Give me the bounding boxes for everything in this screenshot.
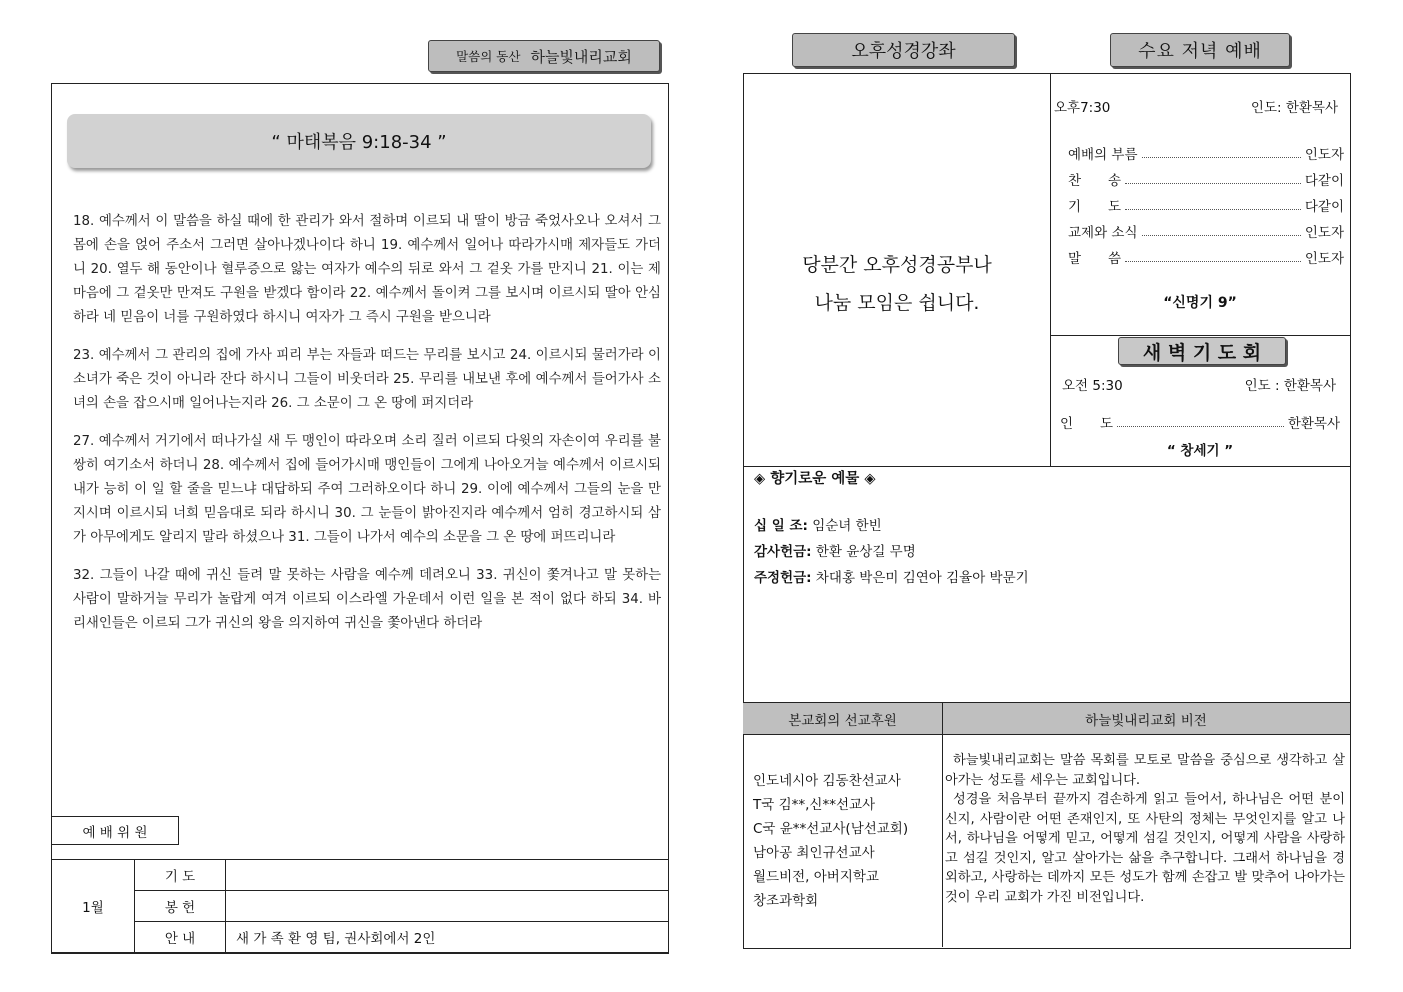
schedule-role: 기 도 xyxy=(135,860,226,891)
afternoon-class-tag xyxy=(792,33,1015,67)
offering-names: 임순녀 한빈 xyxy=(812,518,882,534)
passage-title: “ 마태복음 9:18-34 ” xyxy=(271,132,447,153)
order-who: 인도자 xyxy=(1304,225,1344,241)
mission-item: C국 윤**선교사(남선교회) xyxy=(753,821,909,837)
order-row xyxy=(1068,192,1344,218)
order-item: 예배의 부름 xyxy=(1068,147,1138,163)
scripture-passage xyxy=(73,210,661,650)
afternoon-notice-line: 당분간 오후성경공부나 xyxy=(802,254,992,276)
passage-title-box xyxy=(67,114,651,168)
order-item: 교제와 소식 xyxy=(1068,225,1138,241)
leader-dots xyxy=(1142,149,1301,158)
schedule-role: 봉 헌 xyxy=(135,891,226,922)
verse-paragraph: 32. 그들이 나갈 때에 귀신 들려 말 못하는 사람을 예수께 데려오니 33. 귀신이 쫓겨나고 말 못하는 사람이 말하거늘 무리가 놀랍게 여겨 이르되 이스라엘 가운데서 이런 일을 본 적이 없다 하되 34. 바리새인들은 이르되 그가 귀신의 왕을 의지하여 귀신을 쫓아낸다 하더라 xyxy=(73,568,661,631)
wednesday-time: 오후7:30 xyxy=(1054,100,1111,116)
order-row xyxy=(1068,218,1344,244)
order-who: 다같이 xyxy=(1304,173,1344,189)
mission-item: T국 김**,신**선교사 xyxy=(753,797,876,813)
leader-dots xyxy=(1142,227,1301,236)
wednesday-order xyxy=(1068,140,1344,270)
wednesday-scripture: “신명기 9” xyxy=(1163,295,1237,311)
order-row xyxy=(1068,244,1344,270)
dawn-prayer-tag xyxy=(1118,337,1286,365)
leader-dots xyxy=(1125,201,1301,210)
order-row xyxy=(1068,140,1344,166)
order-row xyxy=(1068,166,1344,192)
service-committee-table xyxy=(51,859,669,953)
committee-label-box xyxy=(51,816,179,845)
dawn-time-row xyxy=(1062,374,1336,394)
dawn-order-row xyxy=(1060,409,1340,435)
afternoon-notice xyxy=(744,246,1050,322)
schedule-role: 안 내 xyxy=(135,922,226,953)
verse-paragraph: 23. 예수께서 그 관리의 집에 가사 피리 부는 자들과 떠드는 무리를 보시고 24. 이르시되 물러가라 이 소녀가 죽은 것이 아니라 잔다 하시니 그들이 비웃더라 25. 무리를 내보낸 후에 예수께서 들어가사 소녀의 손을 잡으시매 일어나는지라 26. 그 소문이 그 온 땅에 퍼지더라 xyxy=(73,348,661,411)
offering-list xyxy=(754,513,1029,591)
leader-dots xyxy=(1117,418,1284,427)
vision-paragraph: 하늘빛내리교회는 말씀 목회를 모토로 말씀을 중심으로 생각하고 살아가는 성도를 세우는 교회입니다. xyxy=(945,753,1345,788)
offering-label: 주정헌금: xyxy=(754,570,812,586)
schedule-value xyxy=(226,860,669,891)
wednesday-dawn-divider xyxy=(1050,335,1350,336)
dawn-leader: 인도 : 한환목사 xyxy=(1244,378,1336,394)
afternoon-notice-line: 나눔 모임은 쉽니다. xyxy=(814,292,980,314)
order-item: 인 도 xyxy=(1060,416,1114,432)
offering-names: 차대홍 박은미 김연아 김율아 박문기 xyxy=(815,570,1029,586)
missions-header: 본교회의 선교후원 xyxy=(788,713,897,729)
order-item: 말 씀 xyxy=(1068,251,1122,267)
vision-text xyxy=(945,751,1345,907)
schedule-month: 1월 xyxy=(52,860,135,953)
offering-line xyxy=(754,513,1029,539)
schedule-value xyxy=(226,891,669,922)
church-header-tag xyxy=(428,40,660,72)
wednesday-leader: 인도: 한환목사 xyxy=(1250,100,1338,116)
order-who: 한환목사 xyxy=(1287,416,1340,432)
mission-item: 창조과학회 xyxy=(753,893,819,909)
mission-item: 월드비전, 아버지학교 xyxy=(753,869,879,885)
wednesday-time-row xyxy=(1054,96,1338,116)
schedule-value: 새 가 족 환 영 팀, 권사회에서 2인 xyxy=(226,922,669,953)
missions-vision-divider xyxy=(942,702,943,947)
vision-header: 하늘빛내리교회 비전 xyxy=(1085,713,1207,729)
order-who: 다같이 xyxy=(1304,199,1344,215)
church-motto: 말씀의 동산 xyxy=(456,49,521,64)
order-who: 인도자 xyxy=(1304,147,1344,163)
dawn-scripture: “ 창세기 ” xyxy=(1166,443,1234,459)
order-item: 기 도 xyxy=(1068,199,1122,215)
missions-list xyxy=(753,769,908,913)
order-item: 찬 송 xyxy=(1068,173,1122,189)
committee-label: 예 배 위 원 xyxy=(82,824,148,841)
order-who: 인도자 xyxy=(1304,251,1344,267)
top-section-divider xyxy=(1050,73,1051,466)
offering-label: 감사헌금: xyxy=(754,544,812,560)
church-name: 하늘빛내리교회 xyxy=(530,47,632,66)
afternoon-class-label: 오후성경강좌 xyxy=(851,41,956,62)
vision-paragraph: 성경을 처음부터 끝까지 겸손하게 읽고 들어서, 하나님은 어떤 분이신지, 사람이란 어떤 존재인지, 또 사탄의 정체는 무엇인지를 알고 나서, 하나님을 어떻게 믿고, 어떻게 섬길 것인지, 어떻게 사람을 사랑하고 섬길 것인지, 알고 살아가는 삶을 추구합니다. 그래서 하나님을 경외하고, 사랑하는 데까지 모든 성도가 함께 손잡고 발 맞추어 나아가는 것이 우리 교회가 가진 비전입니다. xyxy=(945,792,1345,905)
wednesday-service-label: 수요 저녁 예배 xyxy=(1138,41,1262,62)
leader-dots xyxy=(1125,253,1301,262)
verse-paragraph: 27. 예수께서 거기에서 떠나가실 새 두 맹인이 따라오며 소리 질러 이르되 다윗의 자손이여 우리를 불쌍히 여기소서 하더니 28. 예수께서 집에 들어가시매 맹인들이 그에게 나아오거늘 예수께서 이르시되 내가 능히 이 일 할 줄을 믿느냐 대답하되 주여 그러하오이다 하니 29. 이에 예수께서 그들의 눈을 만지시며 이르시되 너희 믿음대로 되라 하시니 30. 그 눈들이 밝아진지라 예수께서 엄히 경고하시되 삼가 아무에게도 알리지 말라 하셨으나 31. 그들이 나가서 예수의 소문을 그 온 땅에 퍼뜨리니라 xyxy=(73,434,661,545)
wednesday-service-tag xyxy=(1110,33,1290,67)
mission-item: 남아공 최인규선교사 xyxy=(753,845,875,861)
offering-names: 한환 윤상길 무명 xyxy=(815,544,916,560)
offering-line xyxy=(754,565,1029,591)
dawn-prayer-label: 새 벽 기 도 회 xyxy=(1142,341,1262,364)
offering-label: 십 일 조: xyxy=(754,518,808,534)
offering-title: ◈ 향기로운 예물 ◈ xyxy=(754,471,876,487)
verse-paragraph: 18. 예수께서 이 말씀을 하실 때에 한 관리가 와서 절하며 이르되 내 딸이 방금 죽었사오나 오셔서 그 몸에 손을 얹어 주소서 그러면 살아나겠나이다 하니 19. 예수께서 일어나 따라가시매 제자들도 가더니 20. 열두 해 동안이나 혈루증으로 앓는 여자가 예수의 뒤로 와서 그 겉옷 가를 만지니 21. 이는 제 마음에 그 겉옷만 만져도 구원을 받겠다 함이라 22. 예수께서 돌이켜 그를 보시며 이르시되 딸아 안심하라 네 믿음이 너를 구원하였다 하시니 여자가 그 즉시 구원을 받으니라 xyxy=(73,214,661,325)
leader-dots xyxy=(1125,175,1301,184)
mission-item: 인도네시아 김동찬선교사 xyxy=(753,773,901,789)
dawn-time: 오전 5:30 xyxy=(1062,378,1123,394)
offering-line xyxy=(754,539,1029,565)
